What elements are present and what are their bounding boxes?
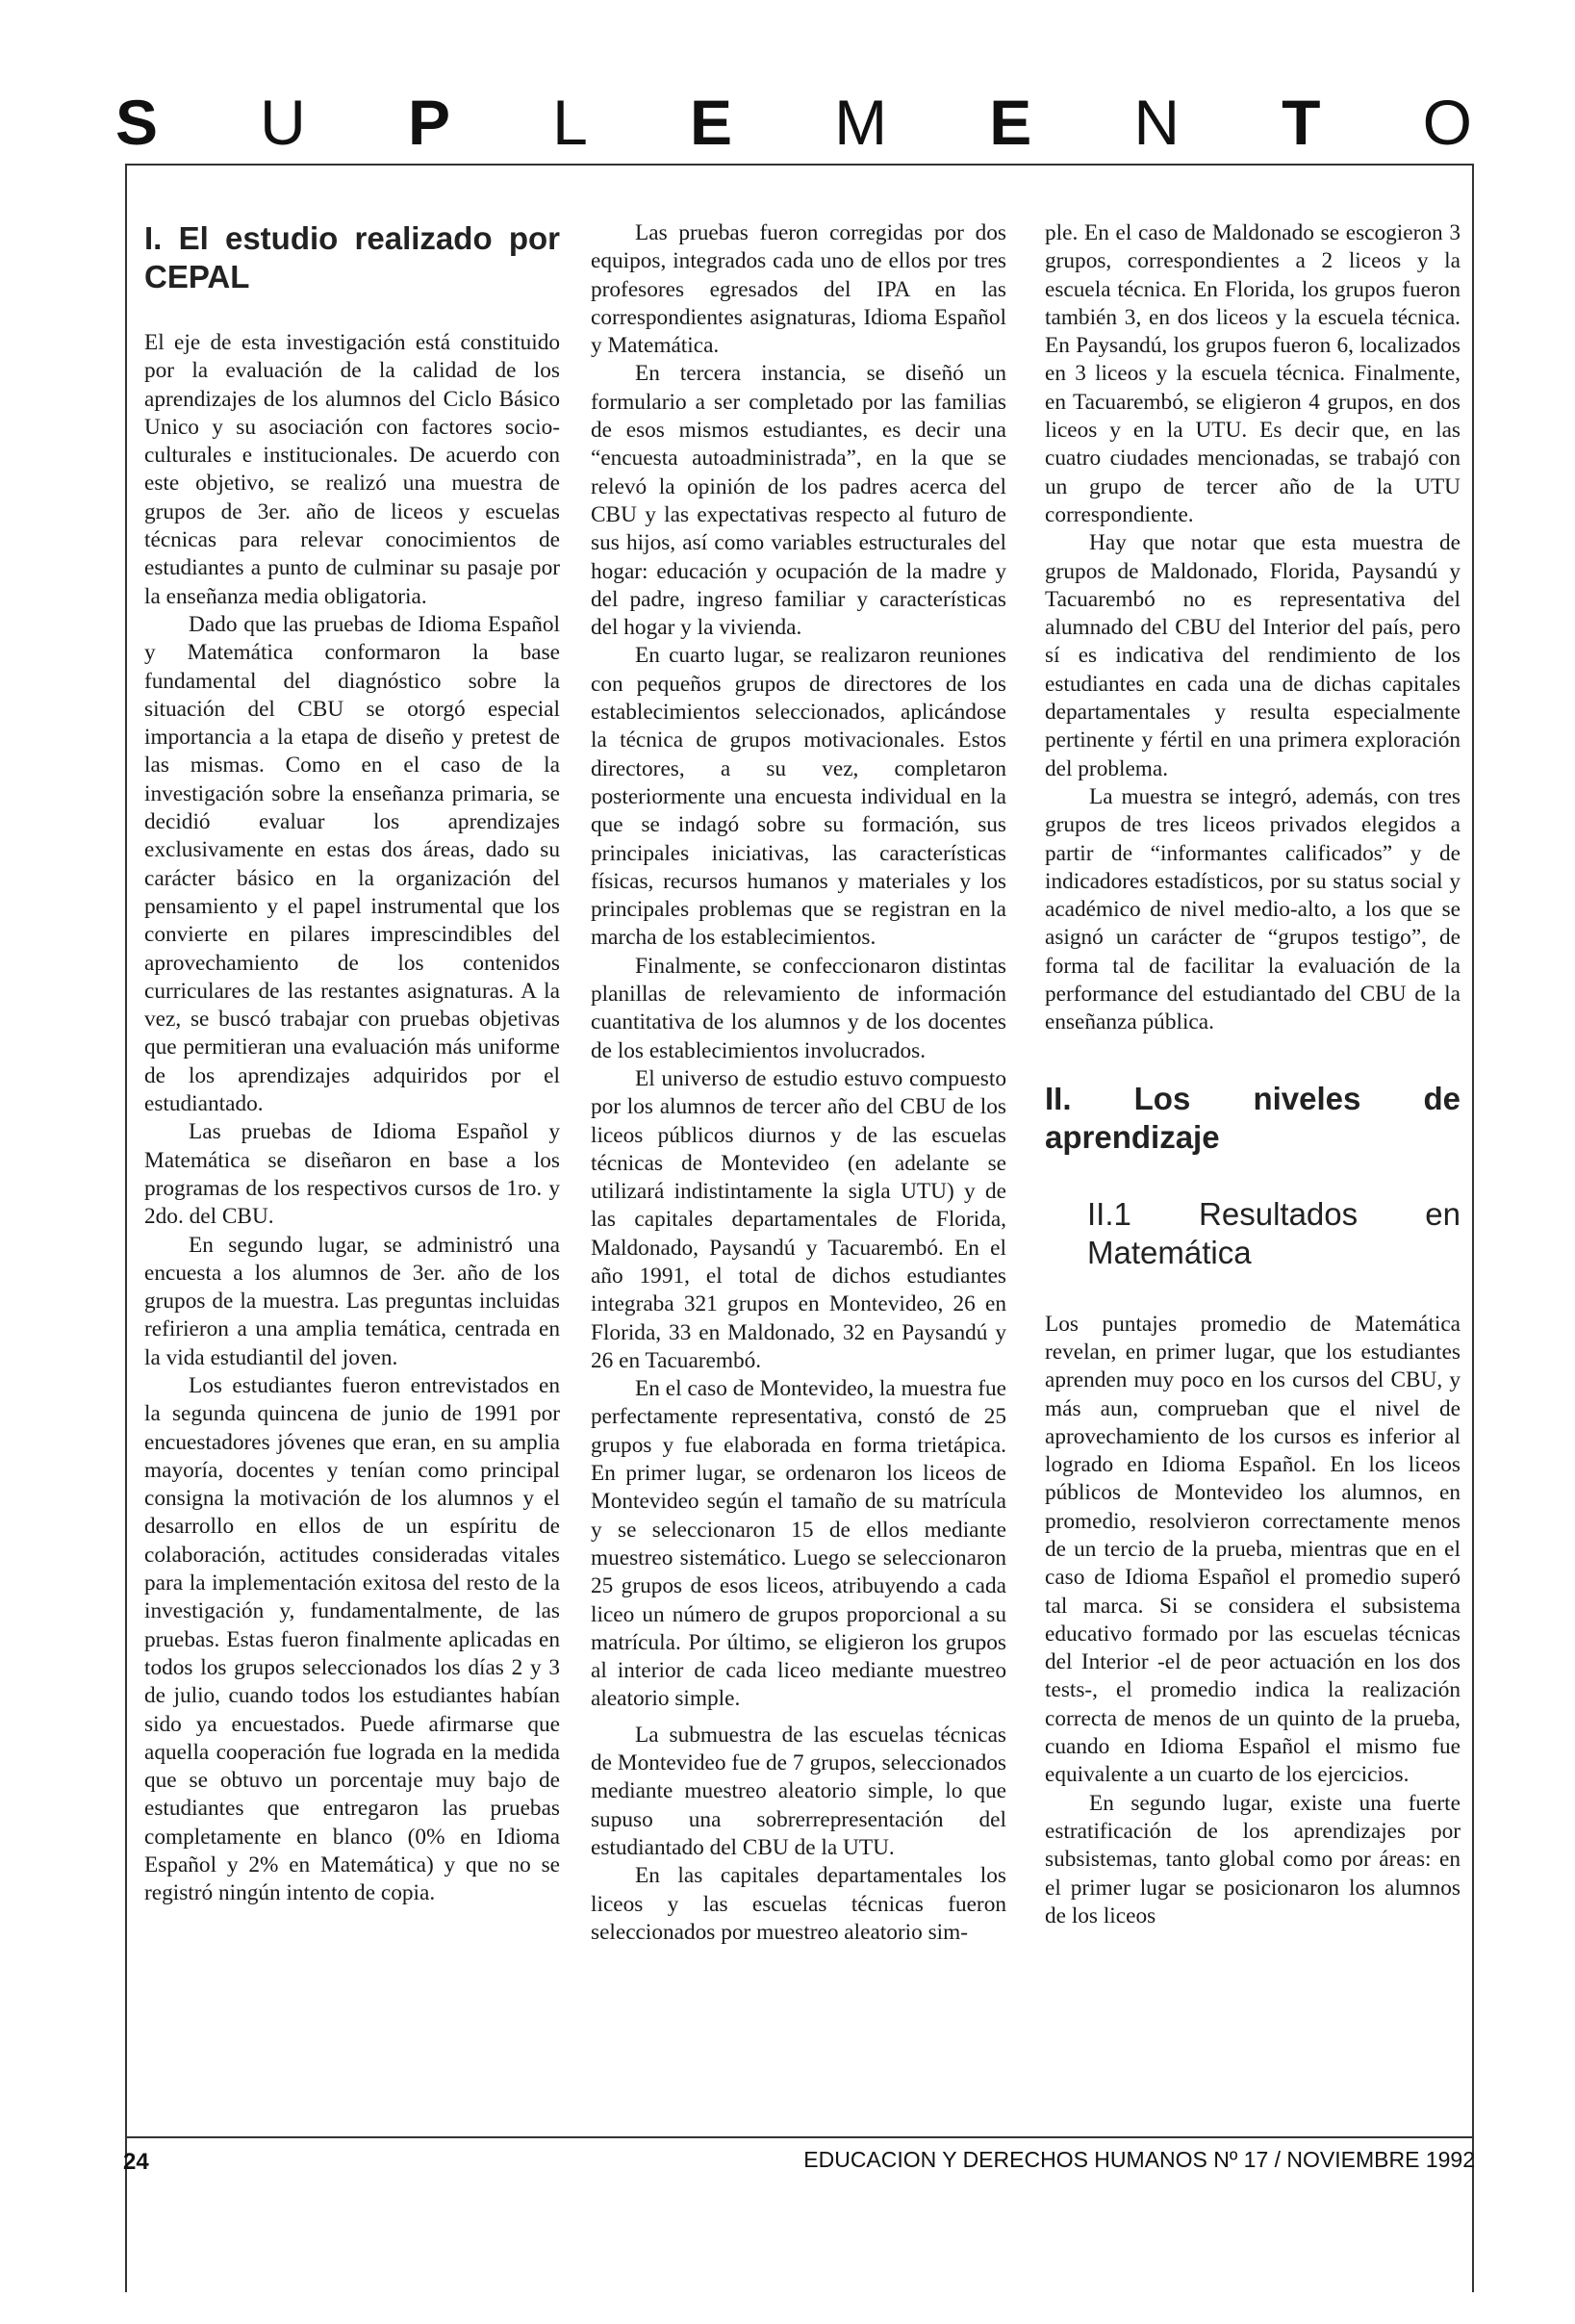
paragraph: El eje de esta investigación está constituido por la evaluación de la calidad de los aprendizajes de los alumnos del Ciclo Básico Unico y su asociación con factores socio-culturales e institucionales. De acuerdo con este objetivo, se realizó una muestra de grupos de 3er. año de liceos y escuelas técnicas para relevar conocimientos de estudiantes a punto de culminar su pasaje por la enseñanza media obligatoria.: [144, 330, 560, 609]
section-heading: I. El estudio realizado por CEPAL: [144, 220, 560, 294]
page-number: 24: [123, 2149, 149, 2175]
header-letter: U: [260, 87, 306, 158]
paragraph: El universo de estudio estuvo compuesto por los alumnos de tercer año del CBU de los liceos públicos diurnos y de las escuelas técnicas de Montevideo (en adelante se utilizará indistintamente la sigla UTU) y de las capitales departamentales de Florida, Maldonado, Paysandú y Tacuarembó. En el año 1991, el total de dichos estudiantes integraba 321 grupos en Montevideo, 26 en Florida, 33 en Maldonado, 32 en Paysandú y 26 en Tacuarembó.: [591, 1065, 1006, 1373]
paragraph: Los puntajes promedio de Matemática revelan, en primer lugar, que los estudiantes aprenden muy poco en los cursos del CBU, y más aun, comprueban que el nivel de aprovechamiento de los cursos es inferior al logrado en Idioma Español. En los liceos públicos de Montevideo los alumnos, en promedio, resolvieron correctamente menos de un tercio de la prueba, mientras que en el caso de Idioma Español el promedio superó tal marca. Si se considera el subsistema educativo formado por las escuelas técnicas del Interior -el de peor actuación en los dos tests-, el promedio indica la realización correcta de menos de un quinto de la prueba, cuando en Idioma Español el mismo fue equivalente a un cuarto de los ejercicios.: [1045, 1311, 1461, 1788]
column-1: [144, 219, 560, 1908]
paragraph: Dado que las pruebas de Idioma Español y Matemática conformaron la base fundamental del diagnóstico sobre la situación del CBU se otorgó especial importancia a la etapa de diseño y pretest de las mismas. Como en el caso de la investigación sobre la enseñanza primaria, se decidió evaluar los aprendizajes exclusivamente en estas dos áreas, dado su carácter básico en la organización del pensamiento y el papel instrumental que los convierte en pilares imprescindibles del aprovechamiento de los contenidos curriculares de las restantes asignaturas. A la vez, se buscó trabajar con pruebas objetivas que permitieran una evaluación más uniforme de los aprendizajes adquiridos por el estudiantado.: [144, 611, 560, 1117]
header-letter: E: [689, 87, 732, 158]
paragraph: En el caso de Montevideo, la muestra fue perfectamente representativa, constó de 25 grupos y fue elaborada en forma trietápica. En primer lugar, se ordenaron los liceos de Montevideo según el tamaño de su matrícula y se seleccionaron 15 de ellos mediante muestreo sistemático. Luego se seleccionaron 25 grupos de esos liceos, atribuyendo a cada liceo un número de grupos proporcional a su matrícula. Por último, se eligieron los grupos al interior de cada liceo mediante muestreo aleatorio simple.: [591, 1376, 1006, 1712]
header-letter: P: [407, 87, 450, 158]
paragraph: ple. En el caso de Maldonado se escogieron 3 grupos, correspondientes a 2 liceos y la escuela técnica. En Florida, los grupos fueron también 3, en dos liceos y la escuela técnica. En Paysandú, los grupos fueron 6, localizados en 3 liceos y la escuela técnica. Finalmente, en Tacuarembó, se eligieron 4 grupos, en dos liceos y en la UTU. Es decir que, en las cuatro ciudades mencionadas, se trabajó con un grupo de tercer año de la UTU correspondiente.: [1045, 220, 1461, 527]
paragraph: Los estudiantes fueron entrevistados en la segunda quincena de junio de 1991 por encuestadores jóvenes que eran, en su amplia mayoría, docentes y tenían como principal consigna la motivación de los alumnos y el desarrollo en ellos de un espíritu de colaboración, actitudes consideradas vitales para la implementación exitosa del resto de la investigación y, fundamentalmente, de las pruebas. Estas fueron finalmente aplicadas en todos los grupos seleccionados los días 2 y 3 de julio, cuando todos los estudiantes habían sido ya encuestados. Puede afirmarse que aquella cooperación fue lograda en la medida que se obtuvo un porcentaje muy bajo de estudiantes que entregaron las pruebas completamente en blanco (0% en Idioma Español y 2% en Matemática) y que no se registró ningún intento de copia.: [144, 1372, 560, 1906]
subsection-heading: II.1 Resultados en Matemática: [1087, 1195, 1461, 1270]
header-letter: E: [989, 87, 1032, 158]
paragraph: La muestra se integró, además, con tres grupos de tres liceos privados elegidos a partir de “informantes calificados” y de indicadores estadísticos, por su status social y académico de nivel medio-alto, a los que se asignó un carácter de “grupos testigo”, de forma tal de facilitar la evaluación de la performance del estudiantado del CBU de la enseñanza pública.: [1045, 783, 1461, 1035]
column-3: [1045, 219, 1461, 1930]
header-letter: T: [1282, 87, 1321, 158]
paragraph: En cuarto lugar, se realizaron reuniones con pequeños grupos de directores de los establecimientos seleccionados, aplicándose la técnica de grupos motivacionales. Estos directores, a su vez, completaron posteriormente una encuesta individual en la que se indagó sobre su formación, sus principales iniciativas, las características físicas, recursos humanos y materiales y los principales problemas que se registran en la marcha de los establecimientos.: [591, 643, 1006, 951]
column-2: [591, 219, 1006, 1947]
header-letter: S: [115, 87, 159, 158]
section-heading: II. Los niveles de aprendizaje: [1045, 1080, 1461, 1155]
paragraph: Las pruebas de Idioma Español y Matemática se diseñaron en base a los programas de los respectivos cursos de 1ro. y 2do. del CBU.: [144, 1119, 560, 1230]
paragraph: Las pruebas fueron corregidas por dos equipos, integrados cada uno de ellos por tres profesores egresados del IPA en las correspondientes asignaturas, Idioma Español y Matemática.: [591, 220, 1006, 359]
paragraph: La submuestra de las escuelas técnicas de Montevideo fue de 7 grupos, seleccionados mediante muestreo aleatorio simple, lo que supuso una sobrerrepresentación del estudiantado del CBU de la UTU.: [591, 1722, 1006, 1860]
paragraph: En las capitales departamentales los liceos y las escuelas técnicas fueron seleccionados por muestreo aleatorio sim-: [591, 1863, 1006, 1945]
paragraph: En tercera instancia, se diseñó un formulario a ser completado por las familias de esos mismos estudiantes, es decir una “encuesta autoadministrada”, en la que se relevó la opinión de los padres acerca del CBU y las expectativas respecto al futuro de sus hijos, así como variables estructurales del hogar: educación y ocupación de la madre y del padre, ingreso familiar y características del hogar y la vivienda.: [591, 361, 1006, 641]
header-letter: L: [552, 87, 588, 158]
header-letter: O: [1422, 87, 1472, 158]
paragraph: Finalmente, se confeccionaron distintas planillas de relevamiento de información cuantitativa de los alumnos y de los docentes de los establecimientos involucrados.: [591, 953, 1006, 1063]
paragraph: En segundo lugar, se administró una encuesta a los alumnos de 3er. año de los grupos de la muestra. Las preguntas incluidas refirieron a una amplia temática, centrada en la vida estudiantil del joven.: [144, 1232, 560, 1370]
header-letter: N: [1133, 87, 1181, 158]
paragraph: En segundo lugar, existe una fuerte estratificación de los aprendizajes por subsistemas, tanto global como por áreas: en el primer lugar se posicionaron los alumnos de los liceos: [1045, 1790, 1461, 1928]
paragraph: Hay que notar que esta muestra de grupos de Maldonado, Florida, Paysandú y Tacuarembó no es representativa del alumnado del CBU del Interior del país, pero sí es indicativa del rendimiento de los estudiantes en cada una de dichas capitales departamentales y resulta especialmente pertinente y fértil en una primera exploración del problema.: [1045, 530, 1461, 781]
header-letter: M: [834, 87, 888, 158]
supplement-header: [115, 89, 1472, 156]
footer-rule: [125, 2136, 1472, 2138]
publication-footer: EDUCACION Y DERECHOS HUMANOS Nº 17 / NOVIEMBRE 1992: [803, 2147, 1475, 2172]
